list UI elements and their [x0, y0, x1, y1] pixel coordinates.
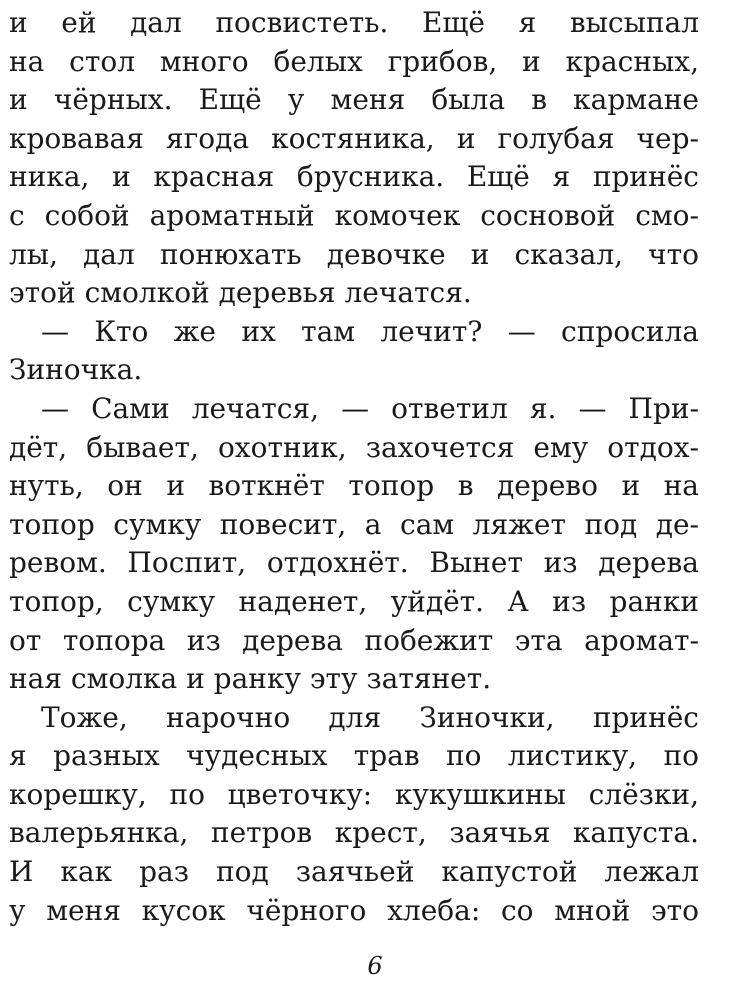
text-line: от топора из дерева побежит эта аромат-	[9, 623, 699, 657]
text-line: — Кто же их там лечит? — спросила	[41, 314, 699, 348]
text-line: с собой ароматный комочек сосновой смо-	[9, 198, 699, 232]
text-line: я разных чудесных трав по листику, по	[9, 739, 699, 773]
text-line: Зиночка.	[9, 353, 143, 387]
text-line: — Сами лечатся, — ответил я. — При-	[41, 391, 699, 425]
text-line: корешку, по цветочку: кукушкины слёзки,	[9, 777, 699, 811]
text-line: кровавая ягода костяника, и голубая чер-	[9, 121, 699, 155]
body-text	[9, 4, 699, 930]
text-line: валерьянка, петров крест, заячья капуста.	[9, 816, 699, 850]
text-line: и ей дал посвистеть. Ещё я высыпал	[9, 6, 699, 39]
text-line: Тоже, нарочно для Зиночки, принёс	[41, 700, 699, 734]
text-line: и чёрных. Ещё у меня была в кармане	[9, 83, 699, 117]
text-line: топор, сумку наденет, уйдёт. А из ранки	[9, 584, 699, 618]
text-line: ная смолка и ранку эту затянет.	[9, 662, 492, 696]
text-line: у меня кусок чёрного хлеба: со мной это	[9, 893, 699, 927]
text-line: И как раз под заячьей капустой лежал	[9, 855, 699, 889]
text-line: ника, и красная брусника. Ещё я принёс	[9, 160, 699, 194]
text-line: дёт, бывает, охотник, захочется ему отдох-	[9, 430, 699, 464]
text-line: этой смолкой деревья лечатся.	[9, 276, 472, 310]
page-number: 6	[367, 952, 383, 980]
text-line: топор сумку повесит, а сам ляжет под де-	[9, 507, 699, 541]
text-line: на стол много белых грибов, и красных,	[9, 44, 699, 78]
text-line: ревом. Поспит, отдохнёт. Вынет из дерева	[9, 546, 699, 580]
text-line: лы, дал понюхать девочке и сказал, что	[9, 237, 699, 271]
text-line: нуть, он и воткнёт топор в дерево и на	[9, 469, 699, 503]
